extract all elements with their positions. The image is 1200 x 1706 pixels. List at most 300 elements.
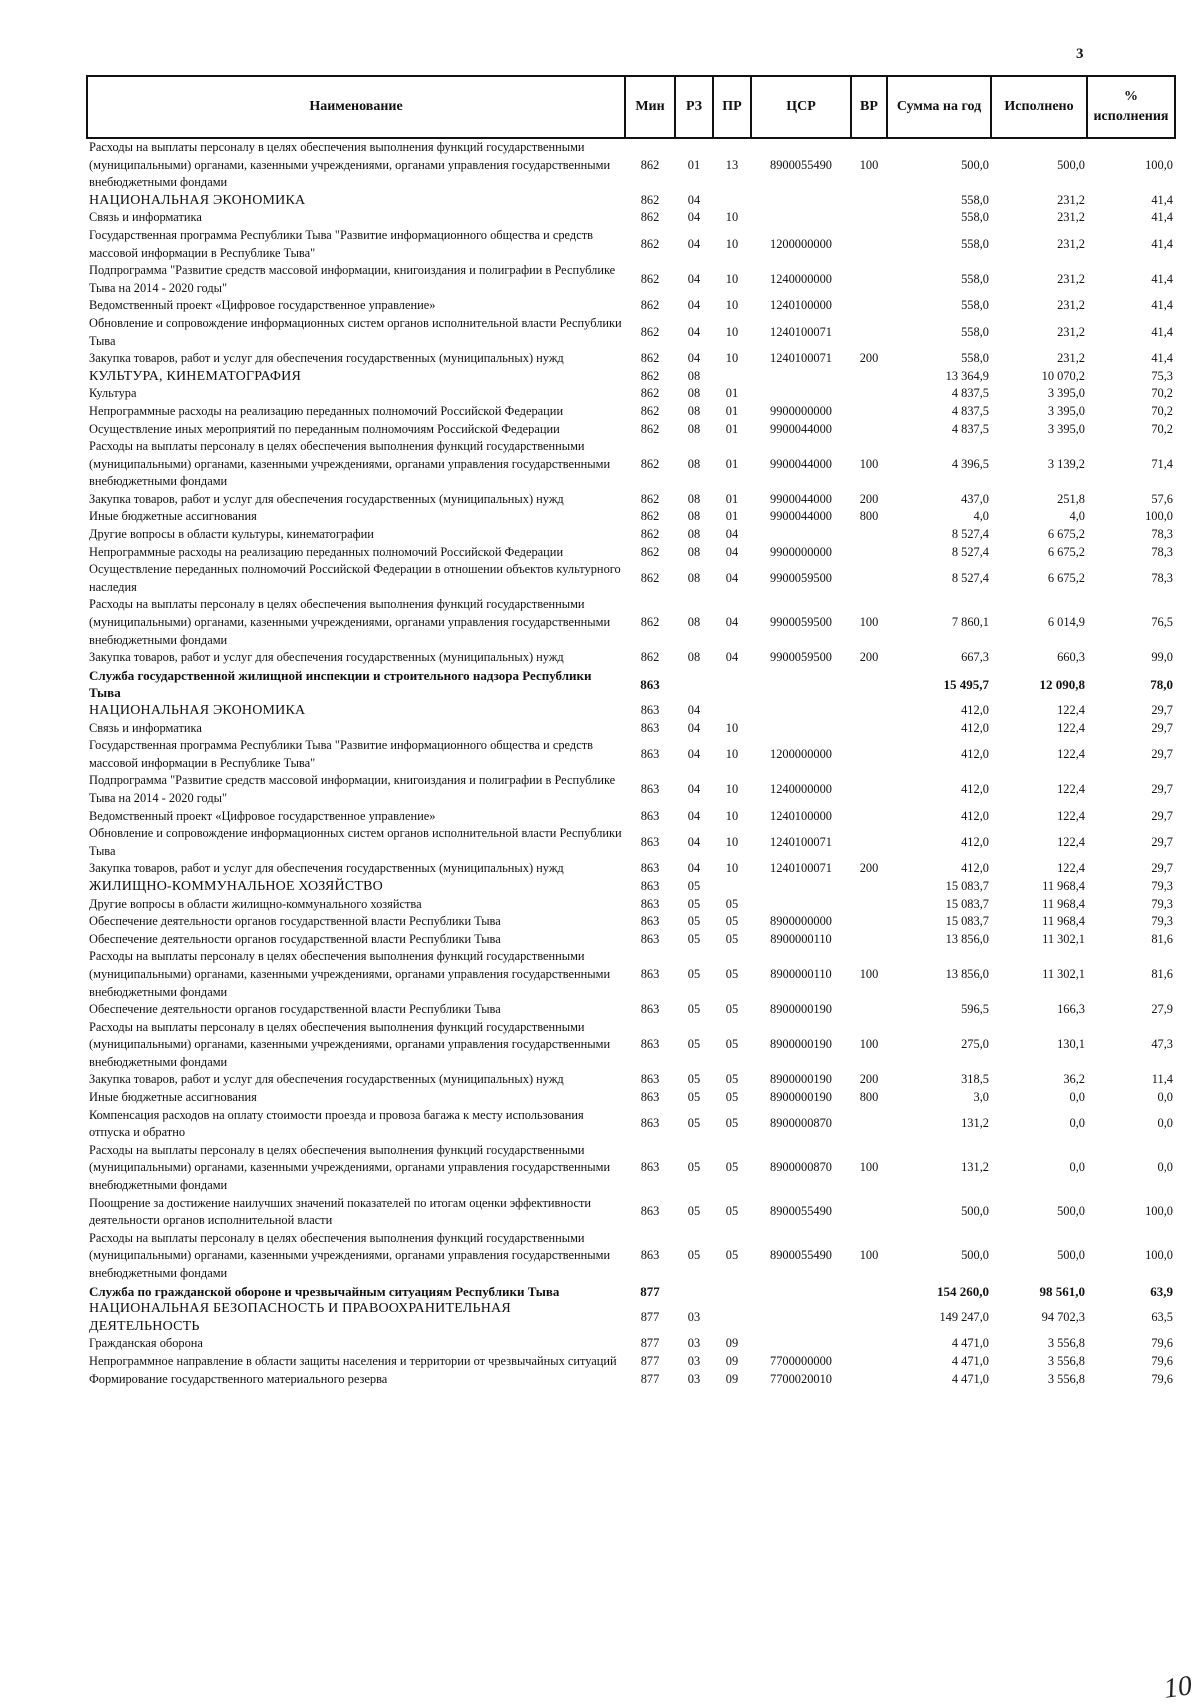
table-row bbox=[87, 315, 1175, 350]
table-row bbox=[87, 948, 1175, 1001]
cell-vr: 800 bbox=[859, 1090, 879, 1105]
cell-pr: 10 bbox=[725, 746, 739, 761]
cell-csr: 1240100071 bbox=[770, 861, 832, 876]
table-row bbox=[87, 526, 1175, 544]
cell-done: 11 968,4 bbox=[1042, 896, 1085, 911]
footer-mark: 10 bbox=[1161, 1670, 1194, 1705]
cell-done: 122,4 bbox=[1057, 703, 1085, 717]
cell-rz: 05 bbox=[687, 1204, 701, 1219]
cell-vr bbox=[851, 1335, 887, 1353]
budget-table bbox=[86, 75, 1176, 1388]
table-row bbox=[87, 1371, 1175, 1389]
table-row bbox=[87, 561, 1175, 596]
cell-pr: 04 bbox=[725, 615, 739, 630]
cell-pct: 47,3 bbox=[1151, 1037, 1173, 1052]
cell-min: 862 bbox=[640, 650, 660, 665]
table-row bbox=[87, 491, 1175, 509]
cell-min: 863 bbox=[640, 1037, 660, 1052]
cell-rz: 04 bbox=[687, 746, 701, 761]
cell-pr bbox=[713, 702, 751, 720]
cell-pr: 01 bbox=[725, 491, 739, 506]
cell-min: 863 bbox=[640, 1160, 660, 1175]
cell-name: Обеспечение деятельности органов государственной власти Республики Тыва bbox=[89, 931, 501, 946]
cell-pct: 78,3 bbox=[1151, 544, 1173, 559]
cell-rz: 03 bbox=[687, 1353, 701, 1368]
cell-pr bbox=[713, 368, 751, 386]
cell-pct: 0,0 bbox=[1157, 1090, 1173, 1105]
cell-sum: 154 260,0 bbox=[937, 1283, 989, 1299]
cell-sum: 4 471,0 bbox=[951, 1353, 989, 1368]
cell-done: 6 675,2 bbox=[1047, 571, 1085, 586]
cell-sum: 412,0 bbox=[961, 746, 989, 761]
cell-sum: 13 856,0 bbox=[945, 931, 989, 946]
cell-min: 862 bbox=[640, 298, 660, 313]
cell-pr: 09 bbox=[725, 1371, 739, 1386]
cell-min: 862 bbox=[640, 236, 660, 251]
cell-csr: 8900000000 bbox=[770, 914, 832, 929]
cell-name: Расходы на выплаты персоналу в целях обеспечения выполнения функций государственными (муниципальными) органами, казенными учреждениями, органами управления государственными внебюджетными фондами bbox=[89, 1230, 611, 1280]
cell-csr bbox=[751, 896, 851, 914]
cell-pr: 10 bbox=[725, 720, 739, 735]
cell-vr: 100 bbox=[859, 1160, 879, 1175]
cell-rz bbox=[675, 1283, 713, 1301]
header-min: Мин bbox=[625, 76, 675, 138]
cell-name: Закупка товаров, работ и услуг для обеспечения государственных (муниципальных) нужд bbox=[89, 650, 564, 665]
cell-min: 862 bbox=[640, 210, 660, 225]
cell-name: Обновление и сопровождение информационных систем органов исполнительной власти Республики Тыва bbox=[89, 826, 622, 858]
cell-rz: 04 bbox=[687, 703, 701, 717]
cell-done: 11 302,1 bbox=[1042, 966, 1085, 981]
cell-csr: 8900000190 bbox=[770, 1072, 832, 1087]
cell-done: 11 302,1 bbox=[1042, 931, 1085, 946]
table-row bbox=[87, 297, 1175, 315]
cell-min: 863 bbox=[640, 1248, 660, 1263]
cell-sum: 15 495,7 bbox=[943, 676, 989, 692]
cell-csr: 7700020010 bbox=[770, 1371, 832, 1386]
cell-pct: 100,0 bbox=[1145, 1248, 1173, 1263]
cell-sum: 500,0 bbox=[961, 1248, 989, 1263]
table-row bbox=[87, 1001, 1175, 1019]
cell-done: 251,8 bbox=[1057, 491, 1085, 506]
cell-done: 11 968,4 bbox=[1042, 878, 1085, 893]
cell-sum: 558,0 bbox=[961, 210, 989, 225]
cell-done: 231,2 bbox=[1057, 324, 1085, 339]
table-row bbox=[87, 1230, 1175, 1283]
cell-min: 863 bbox=[640, 676, 660, 692]
cell-done: 500,0 bbox=[1057, 157, 1085, 172]
header-pr: ПР bbox=[713, 76, 751, 138]
cell-done: 10 070,2 bbox=[1041, 368, 1085, 383]
cell-vr bbox=[851, 896, 887, 914]
cell-pct: 100,0 bbox=[1145, 157, 1173, 172]
cell-csr: 8900000190 bbox=[770, 1037, 832, 1052]
cell-pct: 41,4 bbox=[1151, 351, 1173, 366]
cell-rz: 05 bbox=[687, 1072, 701, 1087]
cell-rz: 03 bbox=[687, 1309, 701, 1324]
cell-pr: 10 bbox=[725, 210, 739, 225]
cell-vr: 200 bbox=[859, 1072, 879, 1087]
cell-vr bbox=[851, 403, 887, 421]
cell-name: Непрограммное направление в области защиты населения и территории от чрезвычайных ситуаций bbox=[89, 1353, 617, 1368]
cell-min: 862 bbox=[640, 271, 660, 286]
cell-sum: 500,0 bbox=[961, 1204, 989, 1219]
cell-done: 3 556,8 bbox=[1047, 1371, 1085, 1386]
cell-pr: 05 bbox=[725, 1248, 739, 1263]
cell-pct: 79,6 bbox=[1151, 1336, 1173, 1351]
cell-name: Расходы на выплаты персоналу в целях обеспечения выполнения функций государственными (муниципальными) органами, казенными учреждениями, органами управления государственными внебюджетными фондами bbox=[89, 949, 611, 999]
cell-pct: 41,4 bbox=[1151, 236, 1173, 251]
cell-rz: 05 bbox=[687, 1160, 701, 1175]
cell-pr: 05 bbox=[725, 1072, 739, 1087]
cell-pr: 10 bbox=[725, 808, 739, 823]
cell-vr: 200 bbox=[859, 351, 879, 366]
cell-rz: 05 bbox=[687, 878, 701, 893]
cell-min: 863 bbox=[640, 1204, 660, 1219]
cell-name: Расходы на выплаты персоналу в целях обеспечения выполнения функций государственными (муниципальными) органами, казенными учреждениями, органами управления государственными внебюджетными фондами bbox=[89, 140, 611, 190]
cell-pct: 70,2 bbox=[1151, 386, 1173, 401]
cell-name: Подпрограмма "Развитие средств массовой информации, книгоиздания и полиграфии в Республике Тыва на 2014 - 2020 годы" bbox=[89, 263, 616, 295]
cell-pct: 29,7 bbox=[1151, 834, 1173, 849]
cell-pr: 04 bbox=[725, 650, 739, 665]
cell-sum: 149 247,0 bbox=[939, 1309, 989, 1324]
cell-csr: 1240100071 bbox=[770, 351, 832, 366]
cell-name: Обновление и сопровождение информационных систем органов исполнительной власти Республики Тыва bbox=[89, 315, 622, 348]
cell-min: 863 bbox=[640, 861, 660, 876]
cell-csr: 1240100000 bbox=[770, 298, 832, 313]
table-row bbox=[87, 1089, 1175, 1107]
cell-vr bbox=[851, 825, 887, 860]
cell-done: 231,2 bbox=[1057, 236, 1085, 251]
cell-min: 877 bbox=[640, 1371, 660, 1386]
cell-pct: 78,3 bbox=[1151, 527, 1173, 542]
cell-vr bbox=[851, 368, 887, 386]
table-row bbox=[87, 1107, 1175, 1142]
cell-csr bbox=[751, 1335, 851, 1353]
cell-pr: 04 bbox=[725, 544, 739, 559]
cell-min: 862 bbox=[640, 403, 660, 418]
table-row bbox=[87, 209, 1175, 227]
cell-min: 863 bbox=[640, 703, 660, 717]
cell-rz: 08 bbox=[687, 491, 701, 506]
table-header-row bbox=[87, 76, 1175, 138]
cell-csr bbox=[751, 385, 851, 403]
cell-sum: 558,0 bbox=[961, 236, 989, 251]
cell-csr: 8900000190 bbox=[770, 1002, 832, 1017]
cell-sum: 667,3 bbox=[961, 650, 989, 665]
table-row bbox=[87, 931, 1175, 949]
table-row bbox=[87, 825, 1175, 860]
cell-min: 862 bbox=[640, 456, 660, 471]
cell-csr bbox=[751, 1283, 851, 1301]
cell-vr bbox=[851, 702, 887, 720]
table-row bbox=[87, 421, 1175, 439]
cell-csr: 9900059500 bbox=[770, 650, 832, 665]
cell-min: 862 bbox=[640, 351, 660, 366]
cell-pct: 79,3 bbox=[1151, 896, 1173, 911]
cell-sum: 4,0 bbox=[973, 509, 989, 524]
cell-sum: 558,0 bbox=[961, 271, 989, 286]
cell-rz: 05 bbox=[687, 1116, 701, 1131]
table-row bbox=[87, 192, 1175, 210]
header-csr: ЦСР bbox=[751, 76, 851, 138]
table-row bbox=[87, 1071, 1175, 1089]
cell-done: 3 139,2 bbox=[1047, 456, 1085, 471]
cell-done: 36,2 bbox=[1063, 1072, 1085, 1087]
cell-done: 3 395,0 bbox=[1047, 403, 1085, 418]
cell-done: 3 395,0 bbox=[1047, 421, 1085, 436]
cell-vr bbox=[851, 1107, 887, 1142]
cell-csr: 8900000110 bbox=[770, 931, 832, 946]
cell-csr: 9900000000 bbox=[770, 403, 832, 418]
cell-csr bbox=[751, 368, 851, 386]
cell-done: 231,2 bbox=[1057, 192, 1085, 207]
table-row bbox=[87, 138, 1175, 192]
cell-min: 877 bbox=[640, 1353, 660, 1368]
cell-vr bbox=[851, 737, 887, 772]
cell-rz: 08 bbox=[687, 386, 701, 401]
cell-pct: 29,7 bbox=[1151, 782, 1173, 797]
cell-csr bbox=[751, 667, 851, 702]
cell-vr: 100 bbox=[859, 966, 879, 981]
cell-done: 122,4 bbox=[1057, 861, 1085, 876]
cell-csr bbox=[751, 209, 851, 227]
cell-vr bbox=[851, 544, 887, 562]
cell-done: 122,4 bbox=[1057, 720, 1085, 735]
cell-done: 6 675,2 bbox=[1047, 527, 1085, 542]
cell-pct: 79,6 bbox=[1151, 1371, 1173, 1386]
cell-rz: 04 bbox=[687, 834, 701, 849]
cell-pct: 29,7 bbox=[1151, 703, 1173, 717]
cell-pct: 41,4 bbox=[1151, 210, 1173, 225]
cell-name: Закупка товаров, работ и услуг для обеспечения государственных (муниципальных) нужд bbox=[89, 491, 564, 506]
cell-done: 0,0 bbox=[1069, 1160, 1085, 1175]
cell-vr bbox=[851, 227, 887, 262]
cell-csr: 8900055490 bbox=[770, 1248, 832, 1263]
cell-name: Непрограммные расходы на реализацию переданных полномочий Российской Федерации bbox=[89, 544, 564, 559]
cell-name: НАЦИОНАЛЬНАЯ ЭКОНОМИКА bbox=[89, 192, 306, 208]
cell-pr: 10 bbox=[725, 271, 739, 286]
cell-pct: 79,6 bbox=[1151, 1353, 1173, 1368]
cell-pr: 10 bbox=[725, 351, 739, 366]
cell-name: Расходы на выплаты персоналу в целях обеспечения выполнения функций государственными (муниципальными) органами, казенными учреждениями, органами управления государственными внебюджетными фондами bbox=[89, 597, 611, 647]
cell-vr: 100 bbox=[859, 157, 879, 172]
cell-name: Гражданская оборона bbox=[89, 1336, 203, 1351]
table-row bbox=[87, 808, 1175, 826]
cell-name: НАЦИОНАЛЬНАЯ БЕЗОПАСНОСТЬ И ПРАВООХРАНИТЕЛЬНАЯ ДЕЯТЕЛЬНОСТЬ bbox=[89, 1301, 511, 1334]
cell-pr: 04 bbox=[725, 571, 739, 586]
cell-min: 862 bbox=[640, 509, 660, 524]
cell-vr bbox=[851, 262, 887, 297]
cell-name: Закупка товаров, работ и услуг для обеспечения государственных (муниципальных) нужд bbox=[89, 861, 564, 876]
cell-done: 122,4 bbox=[1057, 746, 1085, 761]
cell-name: Осуществление иных мероприятий по переданным полномочиям Российской Федерации bbox=[89, 421, 560, 436]
cell-pct: 29,7 bbox=[1151, 746, 1173, 761]
cell-pr bbox=[713, 1283, 751, 1301]
cell-sum: 3,0 bbox=[973, 1090, 989, 1105]
cell-pct: 11,4 bbox=[1151, 1072, 1173, 1087]
cell-vr bbox=[851, 1283, 887, 1301]
cell-sum: 4 471,0 bbox=[951, 1336, 989, 1351]
cell-name: Расходы на выплаты персоналу в целях обеспечения выполнения функций государственными (муниципальными) органами, казенными учреждениями, органами управления государственными внебюджетными фондами bbox=[89, 1019, 611, 1069]
cell-vr bbox=[851, 1371, 887, 1389]
cell-vr bbox=[851, 878, 887, 896]
cell-sum: 558,0 bbox=[961, 324, 989, 339]
cell-done: 3 395,0 bbox=[1047, 386, 1085, 401]
cell-sum: 13 364,9 bbox=[945, 368, 989, 383]
cell-sum: 15 083,7 bbox=[945, 896, 989, 911]
cell-rz: 08 bbox=[687, 544, 701, 559]
cell-pct: 100,0 bbox=[1145, 1204, 1173, 1219]
cell-vr bbox=[851, 1300, 887, 1335]
cell-vr: 100 bbox=[859, 615, 879, 630]
header-rz: РЗ bbox=[675, 76, 713, 138]
cell-rz: 04 bbox=[687, 210, 701, 225]
cell-rz: 08 bbox=[687, 527, 701, 542]
cell-min: 863 bbox=[640, 1072, 660, 1087]
cell-rz bbox=[675, 667, 713, 702]
cell-pr bbox=[713, 878, 751, 896]
cell-name: Подпрограмма "Развитие средств массовой информации, книгоиздания и полиграфии в Республике Тыва на 2014 - 2020 годы" bbox=[89, 773, 616, 805]
cell-pct: 41,4 bbox=[1151, 324, 1173, 339]
cell-sum: 500,0 bbox=[961, 157, 989, 172]
cell-rz: 04 bbox=[687, 298, 701, 313]
cell-min: 863 bbox=[640, 914, 660, 929]
cell-done: 231,2 bbox=[1057, 210, 1085, 225]
cell-done: 122,4 bbox=[1057, 834, 1085, 849]
cell-sum: 412,0 bbox=[961, 861, 989, 876]
cell-pct: 75,3 bbox=[1151, 368, 1173, 383]
cell-name: Служба государственной жилищной инспекции и строительного надзора Республики Тыва bbox=[89, 667, 592, 701]
cell-sum: 437,0 bbox=[961, 491, 989, 506]
cell-sum: 558,0 bbox=[961, 351, 989, 366]
cell-pr bbox=[713, 192, 751, 210]
cell-rz: 04 bbox=[687, 720, 701, 735]
cell-pr: 10 bbox=[725, 236, 739, 251]
cell-sum: 131,2 bbox=[961, 1116, 989, 1131]
cell-name: Иные бюджетные ассигнования bbox=[89, 1090, 257, 1105]
cell-sum: 318,5 bbox=[961, 1072, 989, 1087]
cell-pct: 57,6 bbox=[1151, 491, 1173, 506]
cell-vr bbox=[851, 385, 887, 403]
header-sum: Сумма на год bbox=[887, 76, 991, 138]
cell-pct: 79,3 bbox=[1151, 878, 1173, 893]
cell-vr bbox=[851, 421, 887, 439]
table-row bbox=[87, 262, 1175, 297]
cell-pct: 100,0 bbox=[1145, 509, 1173, 524]
cell-rz: 05 bbox=[687, 966, 701, 981]
cell-name: Формирование государственного материального резерва bbox=[89, 1371, 388, 1386]
cell-sum: 4 837,5 bbox=[951, 421, 989, 436]
cell-rz: 01 bbox=[687, 157, 701, 172]
cell-sum: 8 527,4 bbox=[951, 544, 989, 559]
cell-done: 0,0 bbox=[1069, 1090, 1085, 1105]
cell-pr: 05 bbox=[725, 1037, 739, 1052]
cell-name: Закупка товаров, работ и услуг для обеспечения государственных (муниципальных) нужд bbox=[89, 351, 564, 366]
cell-sum: 412,0 bbox=[961, 808, 989, 823]
cell-min: 862 bbox=[640, 157, 660, 172]
cell-sum: 412,0 bbox=[961, 782, 989, 797]
cell-pct: 41,4 bbox=[1151, 192, 1173, 207]
cell-csr bbox=[751, 526, 851, 544]
cell-sum: 131,2 bbox=[961, 1160, 989, 1175]
cell-name: КУЛЬТУРА, КИНЕМАТОГРАФИЯ bbox=[89, 368, 301, 384]
cell-csr: 1240100000 bbox=[770, 808, 832, 823]
cell-csr bbox=[751, 702, 851, 720]
table-row bbox=[87, 896, 1175, 914]
cell-name: Закупка товаров, работ и услуг для обеспечения государственных (муниципальных) нужд bbox=[89, 1072, 564, 1087]
cell-min: 863 bbox=[640, 1090, 660, 1105]
cell-pr: 13 bbox=[725, 157, 739, 172]
table-row bbox=[87, 227, 1175, 262]
cell-min: 863 bbox=[640, 1116, 660, 1131]
table-row bbox=[87, 702, 1175, 720]
cell-pr: 10 bbox=[725, 782, 739, 797]
cell-name: Связь и информатика bbox=[89, 720, 202, 735]
cell-pct: 63,9 bbox=[1150, 1283, 1173, 1299]
cell-name: Другие вопросы в области культуры, кинематографии bbox=[89, 527, 374, 542]
cell-name: Осуществление переданных полномочий Российской Федерации в отношении объектов культурного наследия bbox=[89, 562, 621, 594]
cell-pct: 81,6 bbox=[1151, 931, 1173, 946]
cell-done: 3 556,8 bbox=[1047, 1353, 1085, 1368]
cell-csr: 9900059500 bbox=[770, 615, 832, 630]
cell-vr: 100 bbox=[859, 1037, 879, 1052]
cell-csr: 1200000000 bbox=[770, 236, 832, 251]
cell-vr bbox=[851, 667, 887, 702]
table-row bbox=[87, 438, 1175, 491]
cell-pr: 10 bbox=[725, 834, 739, 849]
cell-name: Непрограммные расходы на реализацию переданных полномочий Российской Федерации bbox=[89, 403, 564, 418]
table-row bbox=[87, 667, 1175, 702]
cell-pr: 10 bbox=[725, 861, 739, 876]
cell-sum: 8 527,4 bbox=[951, 571, 989, 586]
cell-pr: 05 bbox=[725, 966, 739, 981]
cell-done: 6 014,9 bbox=[1047, 615, 1085, 630]
table-row bbox=[87, 737, 1175, 772]
cell-done: 4,0 bbox=[1069, 509, 1085, 524]
cell-vr bbox=[851, 209, 887, 227]
cell-rz: 05 bbox=[687, 931, 701, 946]
cell-pr: 01 bbox=[725, 509, 739, 524]
cell-sum: 412,0 bbox=[961, 703, 989, 717]
cell-csr bbox=[751, 720, 851, 738]
table-row bbox=[87, 1353, 1175, 1371]
cell-rz: 04 bbox=[687, 324, 701, 339]
cell-vr: 100 bbox=[859, 1248, 879, 1263]
cell-vr: 200 bbox=[859, 650, 879, 665]
cell-done: 130,1 bbox=[1057, 1037, 1085, 1052]
cell-name: Связь и информатика bbox=[89, 210, 202, 225]
cell-rz: 08 bbox=[687, 615, 701, 630]
cell-done: 231,2 bbox=[1057, 351, 1085, 366]
cell-pr: 10 bbox=[725, 298, 739, 313]
cell-rz: 05 bbox=[687, 1248, 701, 1263]
cell-pr: 01 bbox=[725, 403, 739, 418]
cell-sum: 558,0 bbox=[961, 298, 989, 313]
cell-pr: 04 bbox=[725, 527, 739, 542]
table-row bbox=[87, 720, 1175, 738]
cell-min: 862 bbox=[640, 386, 660, 401]
table-row bbox=[87, 860, 1175, 878]
cell-rz: 08 bbox=[687, 456, 701, 471]
table-row bbox=[87, 385, 1175, 403]
cell-min: 863 bbox=[640, 931, 660, 946]
cell-sum: 4 837,5 bbox=[951, 403, 989, 418]
cell-vr: 800 bbox=[859, 509, 879, 524]
cell-csr: 9900044000 bbox=[770, 421, 832, 436]
cell-done: 500,0 bbox=[1057, 1204, 1085, 1219]
cell-pct: 29,7 bbox=[1151, 861, 1173, 876]
cell-rz: 04 bbox=[687, 271, 701, 286]
